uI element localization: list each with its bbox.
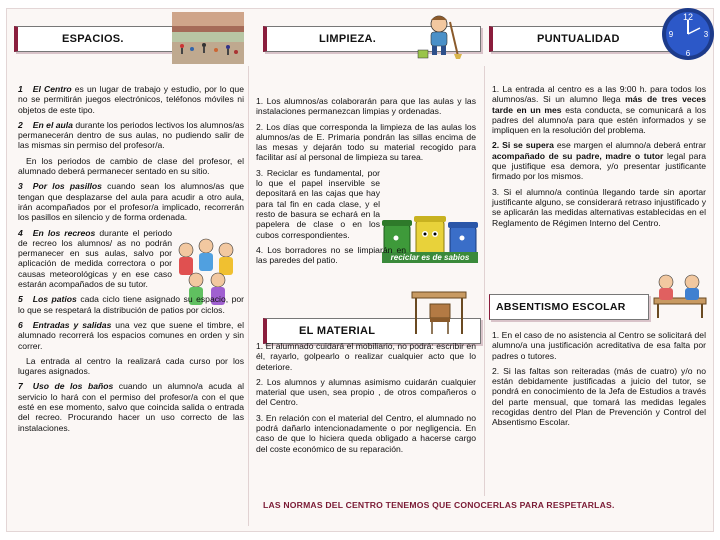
kids-at-desk-icon xyxy=(652,270,708,320)
column-divider xyxy=(248,66,249,526)
header-absentismo xyxy=(489,294,649,320)
svg-text:3: 3 xyxy=(703,30,709,39)
header-material-label: EL MATERIAL xyxy=(299,325,376,337)
espacios-item-6b: La entrada al centro la realizará cada curso por los lugares asignados. xyxy=(18,355,244,377)
puntualidad-item-1: 1. La entrada al centro es a las 9:00 h. para todos los alumnos/as. Si un alumno llega más de tres veces tarde en un mes esta conducta, se comunicará a los padres del alumno/a para que estén informados y se impliquen en la resolución del problema. xyxy=(492,84,706,136)
espacios-item-1: 1 El Centro es un lugar de trabajo y estudio, por lo que no se permitirán juegos electrónicos, teléfonos móviles ni objetos de este tipo. xyxy=(18,84,244,115)
clock-icon xyxy=(660,6,716,62)
header-absentismo-label: ABSENTISMO ESCOLAR xyxy=(496,301,626,313)
puntualidad-item-3: 3. Si el alumno/a continúa llegando tarde sin aportar justificante alguno, se considerará retraso injustificado y se aplicarán las medidas alternativas establecidas en el Reglamento de Régimen Interno del Centro. xyxy=(492,186,706,228)
absentismo-item-1: 1. En el caso de no asistencia al Centro se solicitará del alumno/a una justificación acreditativa de esa falta por padres o tutores. xyxy=(492,330,706,361)
absentismo-column xyxy=(492,330,706,433)
header-limpieza-label: LIMPIEZA. xyxy=(319,33,377,45)
puntualidad-column xyxy=(492,84,706,233)
svg-text:12: 12 xyxy=(682,12,694,22)
espacios-item-3: 3 Por los pasillos cuando sean los alumnos/as que tengan que desplazarse del aula para acudir a otro aula, irán acompañados por el profesor/a implicado, recorrerán los pasillos en silencio y de forma ordenada. xyxy=(18,181,244,223)
schoolyard-photo xyxy=(172,12,244,64)
limpieza-item-2: 2. Los días que corresponda la limpieza de las aulas los alumnos/as de E. Primaria pondrán las sillas encima de las mesas y dejarán todo su material recogido para facilitar así al personal de limpieza su tarea. xyxy=(256,121,476,163)
limpieza-column xyxy=(256,96,476,270)
material-column xyxy=(256,341,476,459)
recycle-label: reciclar es de sabios xyxy=(382,252,478,263)
espacios-item-2b: En los periodos de cambio de clase del profesor, el alumnado deberá permanecer sentado en su sitio. xyxy=(18,155,244,177)
limpieza-item-4: 4. Los borradores no se limpiarán en las paredes del patio. xyxy=(256,244,406,266)
header-puntualidad-label: PUNTUALIDAD xyxy=(537,33,620,45)
footer-slogan: LAS NORMAS DEL CENTRO TENEMOS QUE CONOCERLAS PARA RESPETARLAS. xyxy=(263,500,615,510)
material-item-2: 2. Los alumnos y alumnas asimismo cuidarán cualquier material que usen, sea propio , de otros compañeros o del Centro. xyxy=(256,376,476,408)
column-divider xyxy=(484,66,485,496)
header-espacios-label: ESPACIOS. xyxy=(62,33,124,45)
svg-text:9: 9 xyxy=(668,30,674,39)
desk-chair-icon xyxy=(410,288,468,336)
material-item-1: 1. El alumnado cuidará el mobiliario, no podrá: escribir en él, rayarlo, golpearlo o realizar cualquier acto que lo deteriore. xyxy=(256,341,476,372)
limpieza-item-1: 1. Los alumnos/as colaborarán para que las aulas y las instalaciones permanezcan limpias y ordenadas. xyxy=(256,96,476,117)
cleaning-kid-icon xyxy=(414,10,464,60)
svg-text:6: 6 xyxy=(685,49,691,58)
espacios-column xyxy=(18,84,244,438)
espacios-item-7: 7 Uso de los baños cuando un alumno/a acuda al servicio lo hará con el permiso del profesor/a con el que esté en ese momento, salvo que coincida salida o entrada del recreo. Procurando hacer un uso correcto de las instalaciones. xyxy=(18,381,245,433)
espacios-item-4: 4 En los recreos durante el periodo de recreo los alumnos/ as no podrán permanecer en sus aulas, salvo por aplicación de medida correctora o por causas meteorológicas y en ese caso estarán acompañados de su tutor. xyxy=(18,227,173,290)
puntualidad-item-2: 2. Si se supera ese margen el alumno/a deberá entrar acompañado de su padre, madre o tutor legal para que justifique esa demora, y/o presentar justificante firmado por los mismos. xyxy=(492,140,707,182)
espacios-item-6: 6 Entradas y salidas una vez que suene el timbre, el alumnado recorrerá los espacios comunes en orden y sin correr. xyxy=(18,319,244,351)
limpieza-item-3: 3. Reciclar es fundamental, por lo que el papel inservible se depositará en las cajas que hay para tal fin en cada clase, y el resto de basura se echará en la papelera de clase o en los cubos correspondientes. xyxy=(256,167,380,240)
absentismo-item-2: 2. Si las faltas son reiteradas (más de cuatro) y/o no están debidamente justificadas a juicio del tutor, se pondrá en conocimiento de la Jefa de Estudios a través del parte mensual, que tomará las medidas legales recogidas dentro del Plan de Prevención y Control del Absentismo Escolar. xyxy=(492,365,706,428)
material-item-3: 3. En relación con el material del Centro, el alumnado no podrá dañarlo intencionadamente o por negligencia. En caso de que lo hiciera queda obligado a hacerse cargo del coste económico de su reparación. xyxy=(256,412,476,454)
espacios-item-5: 5 Los patios cada ciclo tiene asignado su espacio, por lo que se respetará la distribución de patios por ciclos. xyxy=(18,294,244,315)
espacios-item-2: 2 En el aula durante los periodos lectivos los alumnos/as permanecerán dentro de sus aulas, no pudiendo salir de las mismas sin permiso del profesor/a. xyxy=(18,119,244,151)
